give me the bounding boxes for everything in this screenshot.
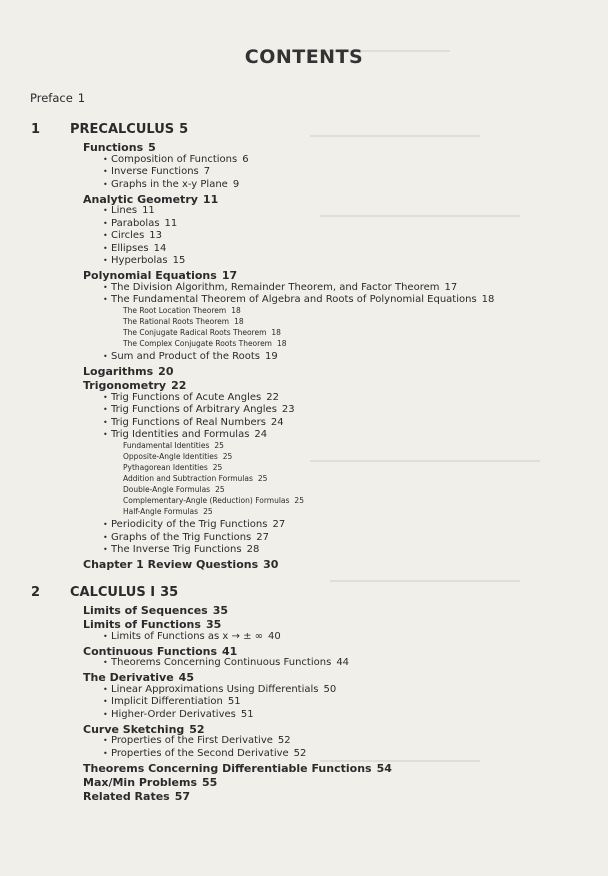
toc-entry-sec (83, 777, 217, 788)
toc-entry-page: 24 (270, 416, 284, 428)
toc-entry-text: Fundamental Identities (123, 441, 210, 450)
toc-entry-page: 35 (205, 618, 222, 631)
toc-entry-subsub (123, 329, 281, 337)
toc-entry-sec (83, 646, 237, 657)
toc-entry-page: 28 (246, 544, 260, 555)
toc-entry-text: Complementary-Angle (Reduction) Formulas (123, 496, 290, 505)
toc-entry-subsub (123, 486, 225, 494)
toc-entry-text: Parabolas (111, 217, 160, 229)
toc-entry-sub (103, 418, 284, 428)
toc-entry-sub (103, 685, 336, 695)
toc-entry-page: 19 (265, 351, 278, 362)
toc-entry-text: Theorems Concerning Continuous Functions (111, 657, 332, 668)
bullet-icon: • (103, 243, 108, 253)
toc-entry-sub (103, 430, 267, 440)
toc-entry-sub (103, 736, 291, 746)
toc-entry-sub (103, 697, 241, 707)
bullet-icon: • (103, 179, 108, 189)
toc-entry-text: Ellipses (111, 242, 149, 254)
toc-entry-text: Double-Angle Formulas (123, 485, 211, 494)
toc-entry-page: 24 (254, 429, 268, 440)
toc-entry-text: Composition of Functions (111, 153, 238, 165)
toc-entry-text: Limits of Functions (83, 618, 201, 631)
toc-entry-text: Theorems Concerning Differentiable Functions (83, 761, 372, 775)
bullet-icon: • (103, 282, 108, 292)
toc-entry-sec (83, 194, 218, 205)
toc-entry-text: Limits of Functions as x → ± ∞ (111, 630, 263, 642)
toc-entry-text: Analytic Geometry (83, 192, 198, 206)
chapter-1-title-text: PRECALCULUS (70, 122, 175, 137)
toc-entry-sub (103, 533, 269, 543)
toc-entry-page: 52 (293, 747, 307, 759)
toc-entry-text: Trig Functions of Acute Angles (111, 391, 262, 403)
toc-entry-sub (103, 219, 177, 229)
bullet-icon: • (103, 532, 108, 542)
toc-entry-page: 18 (234, 317, 244, 326)
toc-entry-sub (103, 710, 254, 720)
toc-entry-sub (103, 256, 185, 266)
toc-entry-text: Polynomial Equations (83, 269, 217, 282)
toc-entry-text: Trigonometry (83, 379, 167, 392)
toc-entry-page: 25 (212, 463, 223, 472)
toc-entry-text: The Division Algorithm, Remainder Theorem, and Factor Theorem (111, 281, 440, 293)
toc-entry-page: 22 (171, 379, 187, 392)
toc-entry-text: Implicit Differentiation (111, 696, 223, 707)
bullet-icon: • (103, 352, 108, 361)
toc-entry-page: 5 (148, 141, 156, 154)
bleed-through (310, 460, 540, 462)
toc-entry-page: 18 (271, 328, 281, 337)
chapter-1-number: 1 (31, 122, 41, 137)
toc-entry-subsub (123, 318, 244, 326)
page-title: CONTENTS (244, 46, 364, 68)
toc-entry-sub (103, 545, 259, 555)
toc-entry-subsub (123, 464, 222, 472)
bullet-icon: • (103, 218, 108, 228)
toc-entry-sec (83, 380, 186, 391)
bullet-icon: • (103, 392, 108, 402)
toc-entry-page: 22 (266, 391, 279, 403)
bullet-icon: • (103, 295, 108, 304)
bullet-icon: • (103, 167, 108, 176)
toc-entry-page: 40 (267, 630, 281, 642)
toc-entry-page: 55 (202, 775, 218, 789)
toc-entry-sub (103, 632, 281, 642)
toc-entry-subsub (123, 497, 304, 505)
toc-entry-text: The Fundamental Theorem of Algebra and Roots of Polynomial Equations (111, 294, 477, 305)
toc-entry-text: The Complex Conjugate Roots Theorem (123, 339, 272, 348)
bullet-icon: • (103, 709, 108, 719)
toc-entry-text: Graphs of the Trig Functions (111, 531, 252, 543)
toc-entry-sec (83, 672, 194, 683)
toc-entry-text: Continuous Functions (83, 644, 218, 658)
toc-entry-page: 57 (174, 789, 191, 803)
bleed-through (330, 580, 520, 582)
toc-entry-text: Linear Approximations Using Differentials (111, 683, 319, 695)
toc-entry-page: 52 (189, 722, 205, 736)
toc-entry-page: 51 (227, 696, 241, 707)
toc-entry-page: 25 (257, 474, 268, 483)
bleed-through (320, 215, 520, 217)
toc-entry-sub (103, 352, 278, 362)
bullet-icon: • (103, 231, 108, 240)
toc-entry-text: The Conjugate Radical Roots Theorem (123, 328, 267, 337)
toc-entry-text: The Rational Roots Theorem (123, 317, 230, 326)
toc-entry-subsub (123, 475, 267, 483)
toc-entry-page: 51 (240, 708, 254, 720)
bullet-icon: • (103, 154, 108, 164)
toc-entry-page: 50 (323, 683, 337, 695)
toc-entry-page: 11 (164, 217, 178, 229)
toc-entry-page: 35 (212, 604, 229, 617)
toc-entry-sec (83, 366, 173, 377)
bullet-icon: • (103, 684, 108, 694)
bullet-icon: • (103, 417, 108, 427)
toc-entry-sec (83, 763, 392, 774)
toc-entry-sub (103, 155, 249, 165)
toc-entry-subsub (123, 307, 241, 315)
toc-entry-text: Pythagorean Identities (123, 463, 208, 472)
toc-entry-text: Higher-Order Derivatives (111, 708, 236, 720)
toc-entry-text: Trig Identities and Formulas (111, 429, 250, 440)
toc-entry-page: 15 (172, 255, 186, 266)
toc-entry-sec (83, 559, 278, 570)
toc-entry-page: 23 (281, 404, 295, 415)
toc-entry-page: 11 (202, 192, 219, 206)
chapter-2-number: 2 (31, 585, 41, 600)
bullet-icon: • (103, 430, 108, 439)
toc-entry-sec (83, 270, 237, 281)
toc-entry-sub (103, 393, 279, 403)
toc-entry-sub (103, 749, 306, 759)
toc-entry-page: 52 (277, 735, 291, 746)
toc-entry-page: 45 (178, 671, 194, 684)
toc-entry-text: Chapter 1 Review Questions (83, 558, 259, 571)
toc-entry-sub (103, 206, 155, 216)
toc-entry-text: Properties of the First Derivative (111, 735, 273, 746)
toc-entry-page: 6 (242, 153, 249, 165)
toc-entry-text: Circles (111, 230, 145, 241)
chapter-1-title (70, 123, 188, 136)
bullet-icon: • (103, 256, 108, 265)
bullet-icon: • (103, 631, 108, 641)
toc-entry-sec (83, 142, 156, 153)
toc-entry-text: Properties of the Second Derivative (111, 747, 289, 759)
toc-entry-page: 14 (153, 242, 167, 254)
toc-entry-page: 30 (263, 558, 279, 571)
toc-entry-text: Sum and Product of the Roots (111, 351, 261, 362)
bullet-icon: • (103, 545, 108, 554)
toc-entry-text: Hyperbolas (111, 255, 168, 266)
toc-entry-sub (103, 283, 457, 293)
toc-entry-subsub (123, 508, 213, 516)
toc-entry-page: 25 (222, 452, 233, 461)
toc-entry-page: 11 (142, 205, 155, 216)
toc-entry-sub (103, 405, 295, 415)
bullet-icon: • (103, 736, 108, 745)
toc-entry-sub (103, 244, 166, 254)
toc-entry-text: Half-Angle Formulas (123, 507, 199, 516)
bullet-icon: • (103, 748, 108, 758)
toc-entry-page: 13 (149, 230, 163, 241)
chapter-2-title (70, 586, 178, 599)
preface-page: 1 (77, 91, 86, 105)
toc-entry-text: Periodicity of the Trig Functions (111, 519, 268, 530)
toc-entry-page: 27 (272, 519, 286, 530)
toc-entry-page: 18 (231, 306, 241, 315)
toc-entry-page: 25 (214, 441, 224, 450)
toc-entry-sub (103, 520, 285, 530)
toc-entry-page: 9 (232, 178, 240, 190)
toc-entry-text: Trig Functions of Arbitrary Angles (111, 404, 277, 415)
toc-entry-sec (83, 724, 205, 735)
toc-entry-subsub (123, 340, 287, 348)
toc-entry-text: The Derivative (83, 671, 174, 684)
toc-entry-sub (103, 658, 349, 668)
toc-entry-sub (103, 180, 239, 190)
toc-entry-page: 25 (203, 507, 213, 516)
bullet-icon: • (103, 520, 108, 529)
toc-entry-page: 18 (481, 294, 495, 305)
toc-entry-text: Addition and Subtraction Formulas (123, 474, 253, 483)
toc-entry-text: Opposite-Angle Identities (123, 452, 218, 461)
toc-entry-page: 18 (277, 339, 287, 348)
toc-entry-page: 54 (376, 761, 392, 775)
bullet-icon: • (103, 697, 108, 706)
toc-entry-text: Related Rates (83, 789, 170, 803)
toc-entry-text: Curve Sketching (83, 722, 185, 736)
toc-entry-page: 17 (444, 281, 458, 293)
toc-entry-page: 17 (221, 269, 238, 282)
toc-entry-text: Functions (83, 141, 144, 154)
toc-entry-text: Lines (111, 205, 138, 216)
preface-label: Preface (30, 91, 73, 105)
toc-entry-text: Max/Min Problems (83, 775, 198, 789)
toc-entry-subsub (123, 442, 224, 450)
toc-entry-page: 44 (336, 657, 350, 668)
bullet-icon: • (103, 405, 108, 414)
chapter-2-title-text: CALCULUS I (70, 585, 156, 600)
toc-entry-sub (103, 167, 210, 177)
toc-entry-text: Inverse Functions (111, 166, 199, 177)
toc-entry-sub (103, 231, 162, 241)
toc-entry-text: The Inverse Trig Functions (111, 544, 242, 555)
toc-entry-page: 25 (215, 485, 225, 494)
toc-entry-page: 27 (256, 531, 270, 543)
toc-entry-text: The Root Location Theorem (123, 306, 227, 315)
toc-entry-text: Trig Functions of Real Numbers (111, 416, 266, 428)
toc-entry-sec (83, 605, 228, 616)
bullet-icon: • (103, 206, 108, 215)
toc-entry-sub (103, 295, 494, 305)
toc-entry-sec (83, 619, 221, 630)
toc-entry-subsub (123, 453, 232, 461)
bullet-icon: • (103, 658, 108, 667)
chapter-1-page: 5 (179, 122, 189, 137)
toc-entry-text: Graphs in the x-y Plane (111, 178, 228, 190)
chapter-2-page: 35 (160, 585, 179, 600)
toc-entry-page: 41 (222, 644, 238, 658)
toc-entry-text: Limits of Sequences (83, 604, 208, 617)
toc-entry-page: 7 (203, 166, 211, 177)
bleed-through (310, 135, 480, 137)
toc-entry-page: 25 (294, 496, 304, 505)
toc-entry-sec (83, 791, 190, 802)
toc-entry-text: Logarithms (83, 365, 154, 378)
toc-entry-page: 20 (158, 365, 174, 378)
toc-entry-preface (30, 93, 85, 105)
